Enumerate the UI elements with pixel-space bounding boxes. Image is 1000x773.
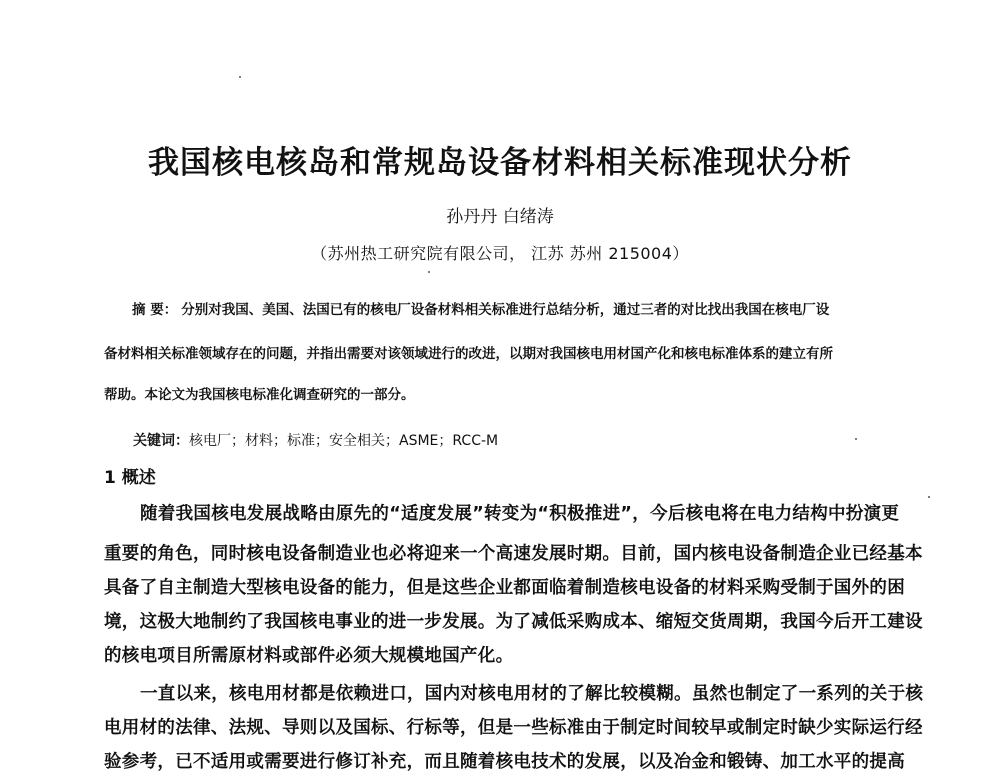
- abstract-line: [104, 386, 930, 404]
- paragraph-line: 一直以来，核电用材都是依赖进口，国内对核电用材的了解比较模糊。虽然也制定了一系列的关于核: [140, 684, 924, 704]
- paragraph-line: 验参考，已不适用或需要进行修订补充，而且随着核电技术的发展，以及冶金和锻铸、加工水平的提高: [104, 752, 905, 772]
- section-heading: 1 概述: [104, 468, 156, 488]
- abstract-text: 备材料相关标准领域存在的问题，并指出需要对该领域进行的改进，以期对我国核电用材国产化和核电标准体系的建立有所: [104, 346, 833, 362]
- scan-speck: [428, 271, 430, 273]
- scan-speck: [928, 496, 930, 498]
- abstract-text: 帮助。本论文为我国核电标准化调查研究的一部分。: [104, 387, 415, 403]
- paper-affiliation: （苏州热工研究院有限公司， 江苏 苏州 215004）: [311, 244, 689, 263]
- keywords: [133, 430, 498, 450]
- abstract-line: [104, 301, 930, 319]
- paragraph-line: 境，这极大地制约了我国核电事业的进一步发展。为了减低采购成本、缩短交货周期，我国今后开工建设: [104, 612, 923, 632]
- keywords-label: 关键词：: [133, 433, 189, 449]
- scan-speck: [855, 438, 857, 440]
- paragraph-line: 随着我国核电发展战略由原先的“适度发展”转变为“积极推进”，今后核电将在电力结构中扮演更: [140, 504, 900, 524]
- paragraph-line: 电用材的法律、法规、导则以及国标、行标等，但是一些标准由于制定时间较早或制定时缺少实际运行经: [104, 718, 923, 738]
- paragraph-line: 重要的角色，同时核电设备制造业也必将迎来一个高速发展时期。目前，国内核电设备制造企业已经基本: [104, 544, 923, 564]
- paper-title: 我国核电核岛和常规岛设备材料相关标准现状分析: [148, 145, 852, 181]
- keywords-value: 核电厂；材料；标准；安全相关；ASME；RCC-M: [189, 433, 499, 449]
- paper-authors: 孙丹丹 白绪涛: [446, 207, 554, 227]
- abstract-line: [104, 345, 930, 363]
- paragraph-line: 具备了自主制造大型核电设备的能力，但是这些企业都面临着制造核电设备的材料采购受制于国外的困: [104, 578, 905, 598]
- abstract-label: 摘 要：: [132, 302, 178, 318]
- scan-speck: [239, 76, 241, 78]
- paragraph-line: 的核电项目所需原材料或部件必须大规模地国产化。: [104, 646, 514, 666]
- abstract-text: 分别对我国、美国、法国已有的核电厂设备材料相关标准进行总结分析，通过三者的对比找出我国在核电厂设: [181, 302, 830, 318]
